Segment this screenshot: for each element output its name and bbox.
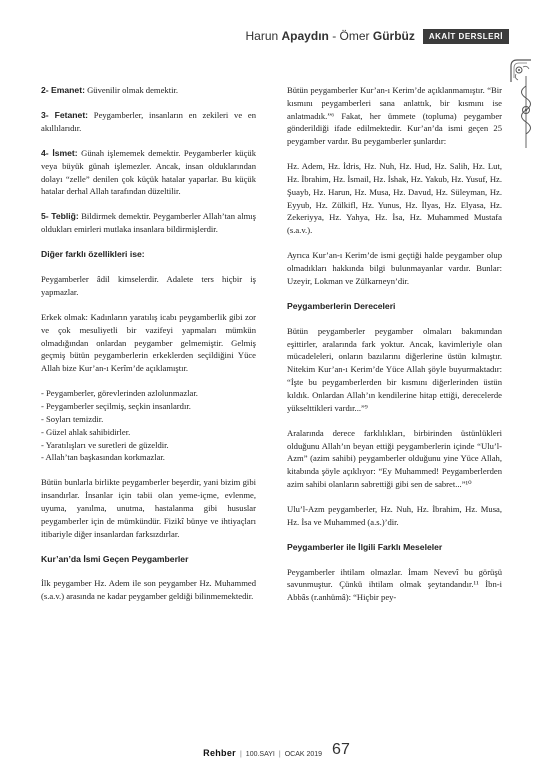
heading-other-issues: Peygamberler ile İlgili Farklı Meseleler [287,541,443,552]
heading-degrees: Peygamberlerin Dereceleri [287,301,396,312]
paragraph-ihtilam: Peygamberler ihtilam olmazlar. İmam Nevevî bu görüşü savunmuştur. Çünkü ihtilam olmak şeytandandır.¹¹ İbn-i Abbâs (r.anhümâ): “Hiçbir pey- [287,566,502,603]
paragraph-fetanet [41,109,256,135]
page-number: 67 [332,741,350,758]
paragraph-esit: Bütün peygamberler peygamber olmaları bakımından eşittirler, aralarında fark yoktur. Ancak, kavimleriyle olan mücadeleleri, onların bazılarını diğerlerine üstün kılmıştır. Nitekim Kur’an-ı Kerim’de Yüce Allah şöyle buyurmaktadır: “İşte bu peygamberlerden bir kısmını diğerlerinden üstün kıldık. Onlardan Allah’ın kendilerine hitap ettiği, derecelerde yükselttikleri vardır...”⁹ [287,325,502,413]
footer-divider: | [278,751,281,758]
text-emanet: Güvenilir olmak demektir. [84,85,179,95]
right-column [287,84,502,616]
paragraph-emanet [41,84,256,97]
list-item: - Allah’tan başkasından korkmazlar. [41,452,165,463]
list-item: - Peygamberler seçilmiş, seçkin insanlardır. [41,401,191,412]
list-item: - Güzel ahlak sahibidirler. [41,426,131,437]
text-ismet: Günah işlememek demektir. Peygamberler küçük veya büyük günah işlemezler. Ancak, insan olduklarından dolayı “zelle” denilen çok küçük hatalar yaparlar. Bu küçük hatalar derhal Allah tarafından düzeltilir. [41,147,257,197]
page-footer [0,742,553,758]
paragraph-prophet-names: Hz. Adem, Hz. İdris, Hz. Nuh, Hz. Hud, Hz. Salih, Hz. Lut, Hz. İbrahim, Hz. İsmail, Hz. İshak, Hz. Yakub, Hz. Yusuf, Hz. Şuayb, Hz. Harun, Hz. Musa, Hz. Davud, Hz. Süleyman, Hz. Eyyub, Hz. Zülkifl, Hz. Yunus, Hz. İlyas, Hz. Elyasa, Hz. Zekeriyya, Hz. Yahya, Hz. İsa, Hz. Muhammed Mustafa (s.a.v.). [287,161,502,236]
paragraph-ulul-azm-list: Ulu’l-Azm peygamberler, Hz. Nuh, Hz. İbrahim, Hz. Musa, Hz. İsa ve Muhammed (a.s.)’dir. [287,504,502,527]
paragraph-ayrica: Ayrıca Kur’an-ı Kerim’de ismi geçtiği halde peygamber olup olmadıkları hakkında bilgi bulunmayanlar vardır. Bunlar: Uzeyir, Lokman ve Zülkarneyn’dir. [287,250,502,286]
paragraph-teblig [41,210,256,236]
list-item: - Peygamberler, görevlerinden azlolunmazlar. [41,388,198,399]
paragraph-ulul-azm: Aralarında derece farklılıkları, birbirinden üstünlükleri olduğunu Allah’ın beyan ettiği peygamberlerin içinde “Ulu’l-Azm” (azim sahibi) peygamberler olduğunu yine Yüce Allah, kitabında şöyle açıklıyor: “Ey Muhammed! Peygamberlerden azim sahibi olanların sabrettiği gibi sen de sabret...”¹⁰ [287,427,502,489]
issue-date: OCAK 2019 [284,751,323,758]
issue-number: 100.SAYI [245,751,275,758]
section-badge: AKAİT DERSLERİ [423,29,509,44]
author1-first-name: Harun [245,29,279,43]
page-header [245,26,509,46]
paragraph-ilk-peygamber: İlk peygamber Hz. Adem ile son peygamber Hz. Muhammed (s.a.v.) arasında ne kadar peygamber geldiği bilinmemektedir. [41,578,256,602]
left-column [41,84,256,615]
term-ismet: 4- İsmet: [41,147,78,158]
heading-named-prophets: Kur’an’da İsmi Geçen Peygamberler [41,553,189,564]
paragraph-kuran: Bütün peygamberler Kur’an-ı Kerim’de açıklanmamıştır. “Bir kısmını peygamberleri sana anlattık, bir kısmını ise anlatmadık.”⁶ Fakat, her ümmete (topluma) peygamber gönderildiği ifade edilmektedir. Kur’an’da ismi geçen 25 peygamber vardır. Bu peygamberler şunlardır: [287,85,502,147]
list-item: - Soyları temizdir. [41,413,104,424]
authors [245,29,414,43]
side-ornament-icon [514,76,538,148]
paragraph-beser: Bütün bunlarla birlikte peygamberler beşerdir, yani bizim gibi insandırlar. İnsanlar için tabii olan yeme-içme, evlenme, uyuma, yanılma, unutma, hastalanma gibi hususlar peygamberler için de mümkündür. Fizikî bünye ve ihtiyaçları itibariyle diğer insanlardan farksızdırlar. [41,477,256,539]
paragraph-ismet [41,147,256,198]
term-fetanet: 3- Fetanet: [41,110,89,121]
paragraph-adil: Peygamberler âdil kimselerdir. Adalete ters hiçbir iş yapmazlar. [41,274,256,297]
author2-last-name: Gürbüz [372,29,415,43]
author2-first-name: Ömer [339,29,370,43]
author-separator: - [328,29,340,43]
magazine-logo: Rehber [203,748,236,758]
author1-last-name: Apaydın [281,29,329,43]
text-fetanet: Peygamberler, insanların en zekileri ve en akıllılarıdır. [41,110,257,133]
text-teblig: Bildirmek demektir. Peygamberler Allah’tan almış oldukları emirleri mutlaka insanlara bildirmişlerdir. [41,211,256,235]
list-item: - Yaratılışları ve suretleri de güzeldir. [41,439,169,450]
heading-other-features: Diğer farklı özellikleri ise: [41,249,145,260]
paragraph-erkek: Erkek olmak: Kadınların yaratılış icabı peygamberlik gibi zor ve çok mesuliyetli bir vazifeyi yapmaları mümkün olmadığından onlardan peygamber gelmemiştir. Gelmiş geçmiş bütün peygamberlerin erkeklerden seçildiğini Yüce Allah bize Kur’an-ı Kerîm’de açıklamıştır. [41,312,256,374]
term-emanet: 2- Emanet: [41,85,85,95]
features-list [41,387,256,464]
term-teblig: 5- Tebliğ: [41,211,79,222]
footer-divider: | [239,751,242,758]
